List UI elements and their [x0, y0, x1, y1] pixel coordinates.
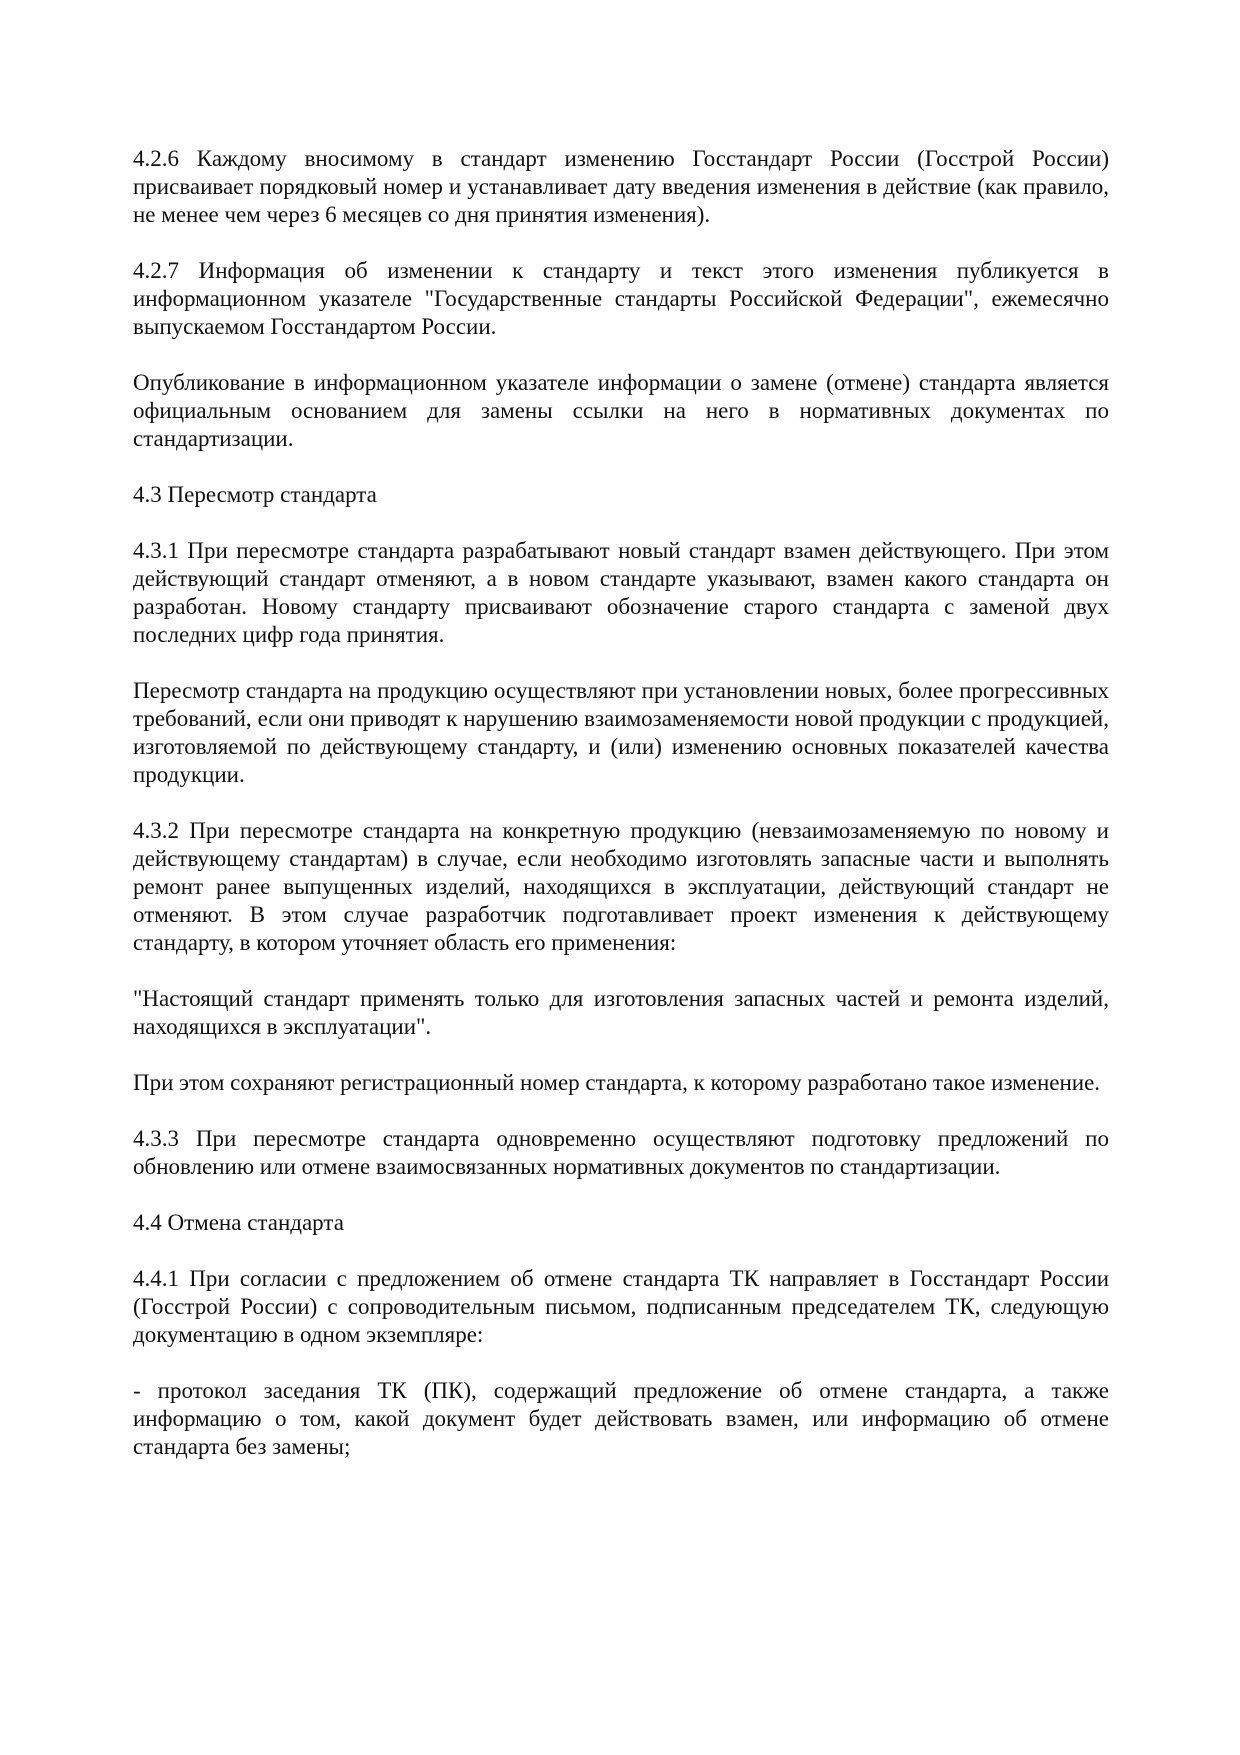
paragraph-4-3-1: 4.3.1 При пересмотре стандарта разрабатывают новый стандарт взамен действующего. При этом действующий стандарт отменяют, а в новом стандарте указывают, взамен какого стандарта он разработан. Новому стандарту присваивают обозначение старого стандарта с заменой двух последних цифр года принятия. [133, 538, 1109, 647]
paragraph-4-3-2: 4.3.2 При пересмотре стандарта на конкретную продукцию (невзаимозаменяемую по новому и действующему стандартам) в случае, если необходимо изготовлять запасные части и выполнять ремонт ранее выпущенных изделий, находящихся в эксплуатации, действующий стандарт не отменяют. В этом случае разработчик подготавливает проект изменения к действующему стандарту, в котором уточняет область его применения: [133, 818, 1109, 955]
paragraph-4-4-1: 4.4.1 При согласии с предложением об отмене стандарта ТК направляет в Госстандарт России (Госстрой России) с сопроводительным письмом, подписанным председателем ТК, следующую документацию в одном экземпляре: [133, 1266, 1109, 1347]
section-heading-4-3: 4.3 Пересмотр стандарта [133, 482, 377, 507]
document-page [133, 145, 1109, 1489]
section-heading-4-4: 4.4 Отмена стандарта [133, 1210, 344, 1235]
paragraph-revision-products: Пересмотр стандарта на продукцию осуществляют при установлении новых, более прогрессивных требований, если они приводят к нарушению взаимозаменяемости новой продукции с продукцией, изготовляемой по действующему стандарту, и (или) изменению основных показателей качества продукции. [133, 678, 1109, 787]
paragraph-publication-note: Опубликование в информационном указателе информации о замене (отмене) стандарта является официальным основанием для замены ссылки на него в нормативных документах по стандартизации. [133, 370, 1109, 451]
paragraph-quoted-scope: "Настоящий стандарт применять только для изготовления запасных частей и ремонта изделий, находящихся в эксплуатации". [133, 986, 1109, 1039]
list-item-protocol: - протокол заседания ТК (ПК), содержащий предложение об отмене стандарта, а также информацию о том, какой документ будет действовать взамен, или информацию об отмене стандарта без замены; [133, 1378, 1109, 1459]
paragraph-4-2-7: 4.2.7 Информация об изменении к стандарту и текст этого изменения публикуется в информационном указателе "Государственные стандарты Российской Федерации", ежемесячно выпускаемом Госстандартом России. [133, 258, 1109, 339]
paragraph-registration-number: При этом сохраняют регистрационный номер стандарта, к которому разработано такое изменение. [133, 1070, 1101, 1095]
paragraph-4-3-3: 4.3.3 При пересмотре стандарта одновременно осуществляют подготовку предложений по обновлению или отмене взаимосвязанных нормативных документов по стандартизации. [133, 1126, 1109, 1179]
paragraph-4-2-6: 4.2.6 Каждому вносимому в стандарт изменению Госстандарт России (Госстрой России) присваивает порядковый номер и устанавливает дату введения изменения в действие (как правило, не менее чем через 6 месяцев со дня принятия изменения). [133, 146, 1109, 227]
